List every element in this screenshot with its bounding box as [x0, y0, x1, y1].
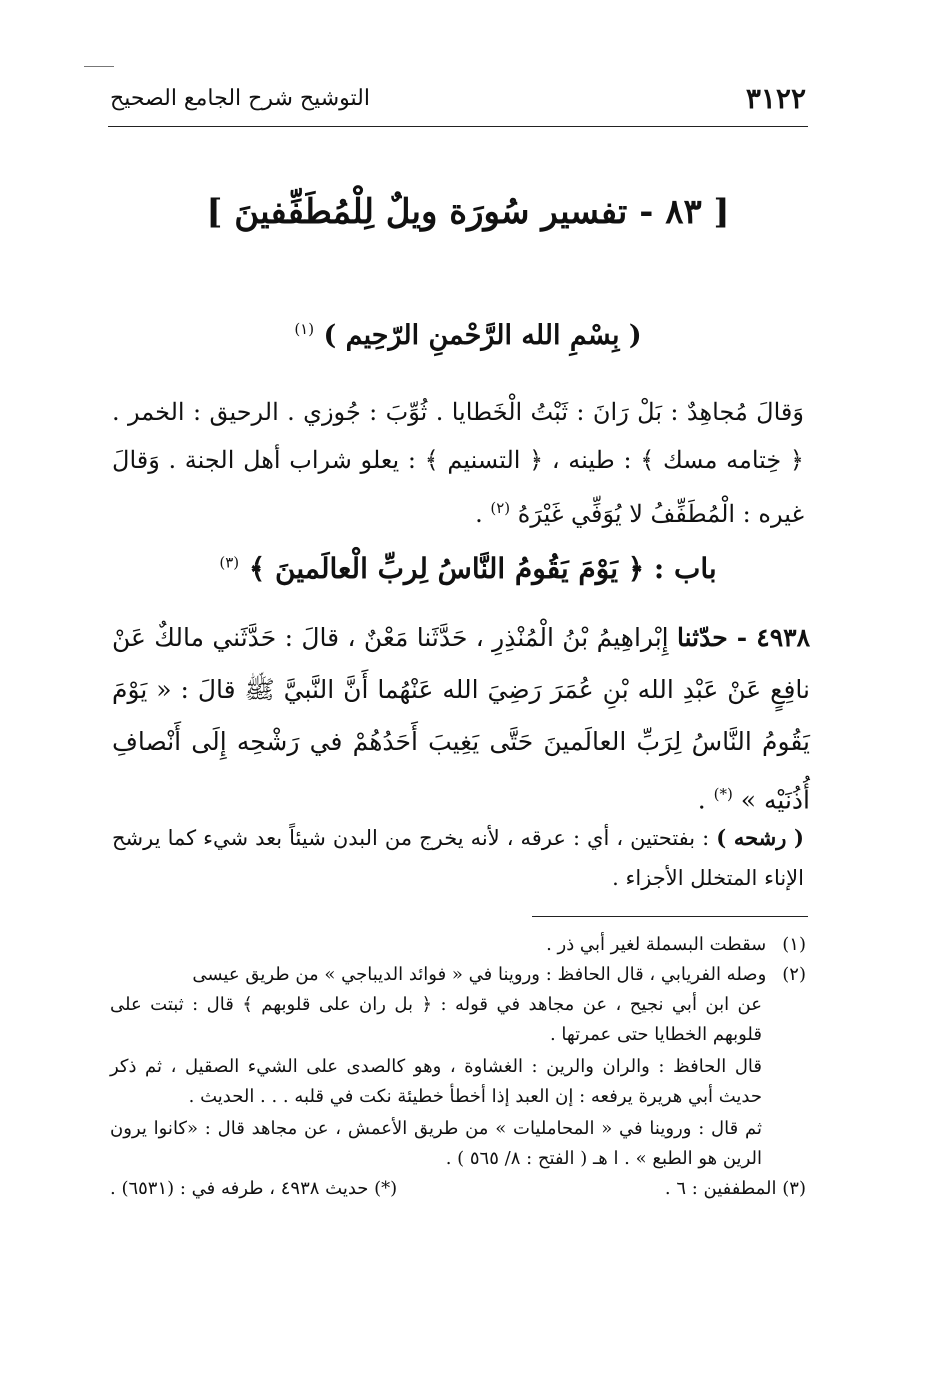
bab-text: باب : ﴿ يَوْمَ يَقُومُ النَّاسُ لِربِّ الْعالَمينَ ﴾: [248, 552, 717, 585]
footnote-mark: (٢): [782, 964, 806, 985]
footnote-3-row: [110, 1174, 806, 1204]
footnote-marker: (٣): [219, 553, 240, 572]
book-title: التوشيح شرح الجامع الصحيح: [110, 86, 370, 111]
commentary-paragraph: [112, 818, 804, 898]
bab-heading: [130, 552, 806, 585]
footnote-marker: (*): [713, 785, 733, 803]
footnote-divider: [532, 916, 808, 917]
footnote-text: وصله الفريابي ، قال الحافظ : وروينا في « فوائد الديباجي » من طريق عيسى: [192, 964, 767, 985]
hadith-number: ٤٩٣٨ - حدّثنا: [677, 623, 811, 652]
commentary-text: : بفتحتين ، أي : عرقه ، لأنه يخرج من البدن شيئاً بعد شيء كما يرشح الإناء المتخلل الأجزاء .: [112, 826, 804, 890]
footnote-marker: (٢): [490, 499, 511, 517]
footnote-2-paragraph-3: ثم قال : وروينا في « المحامليات » من طريق الأعمش ، عن مجاهد قال : «كانوا يرون الرين هو الطبع » . ا هـ ( الفتح : ٨/ ٥٦٥ ) .: [110, 1118, 762, 1169]
footnote-2-paragraph-2: قال الحافظ : والران والرين : الغشاوة ، وهو كالصدى على الشيء الصقيل ، ثم ذكر حديث أبي هريرة يرفعه : إن العبد إذا أخطأ خطيئة نكت في قلبه . . . الحديث .: [110, 1056, 762, 1107]
hadith-tail: .: [697, 785, 706, 815]
footnote-text: المطففين : ٦ .: [664, 1178, 777, 1199]
footnote-3: [665, 1174, 806, 1204]
footnote-text: سقطت البسملة لغير أبي ذر .: [546, 934, 767, 955]
commentary-term: ( رشحه ): [716, 825, 804, 850]
footnote-mark: (١): [782, 934, 806, 955]
footnote-text: حديث ٤٩٣٨ ، طرفه في : (٦٥٣١) .: [110, 1178, 369, 1199]
footnotes: [110, 930, 806, 1204]
intro-paragraph: [112, 388, 804, 538]
basmala: [130, 320, 806, 351]
footnote-star: [110, 1174, 397, 1204]
chapter-title: [ ٨٣ - تفسير سُورَة ويلٌ لِلْمُطَفِّفينَ ]: [206, 192, 730, 232]
footnote-2: [110, 960, 806, 990]
hadith-paragraph: [112, 612, 810, 826]
footnote-mark: (*): [374, 1178, 398, 1199]
intro-text: وَقالَ مُجاهِدٌ : بَلْ رَانَ : ثَبْتُ الْخَطايا . ثُوِّبَ : جُوزي . الرحيق : الخمر . ﴿ خِتامه مسك ﴾ : طينه ، ﴿ التسنيم ﴾ : يعلو شراب أهل الجنة . وَقالَ غيره : الْمُطَفِّفُ لا يُوَفِّي غَيْرَهُ: [112, 398, 804, 528]
footnote-1: [110, 930, 806, 960]
page-number: ٣١٢٢: [745, 82, 806, 115]
footnote-2-continuation: عن ابن أبي نجيح ، عن مجاهد في قوله : ﴿ بل ران على قلوبهم ﴾ قال : ثبتت على قلوبهم الخطايا حتى عمرتها .: [110, 994, 762, 1045]
intro-tail: .: [475, 500, 483, 528]
corner-mark: [84, 66, 114, 67]
basmala-text: ( بِسْمِ الله الرَّحْمنِ الرّحِيم ): [323, 320, 642, 351]
footnote-mark: (٣): [782, 1178, 806, 1199]
running-header: [110, 82, 806, 122]
header-divider: [108, 126, 808, 127]
hadith-text: إِبْراهِيمُ بْنُ الْمُنْذِرِ ، حَدَّثَنا مَعْنٌ ، قالَ : حَدَّثَني مالكٌ عَنْ نافِعٍ عَنْ عَبْدِ الله بْنِ عُمَرَ رَضِيَ الله عَنْهُما أَنَّ النَّبيَّ ﷺ قالَ : « يَوْمَ يَقُومُ النَّاسُ لِرَبِّ العالَمينَ حَتَّى يَغِيبَ أَحَدُهُمْ في رَشْحِه إِلَى أَنْصافِ أُذُنَيْه »: [112, 623, 810, 815]
footnote-marker: (١): [294, 320, 315, 338]
